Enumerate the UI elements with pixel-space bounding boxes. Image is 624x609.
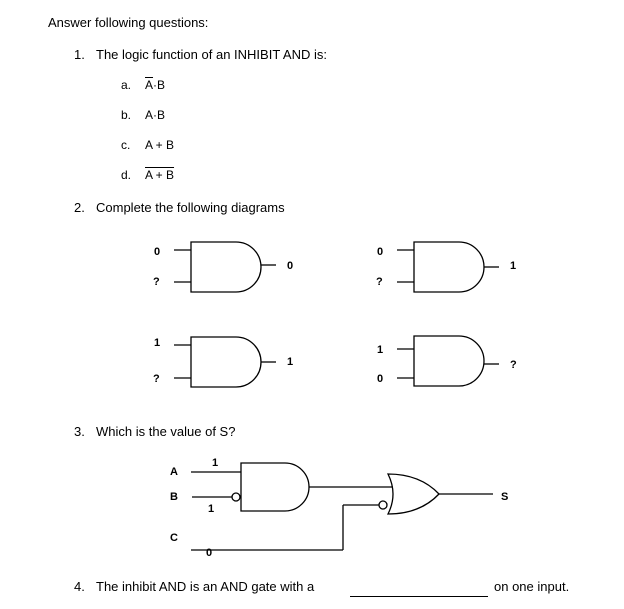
q1-number: 1.	[74, 47, 85, 62]
gate-3-input-1: 1	[154, 337, 161, 349]
q3-or-inverter-bubble	[379, 501, 387, 509]
q3-and-inverter-bubble	[232, 493, 240, 501]
q3-value-a: 1	[212, 457, 219, 469]
q1-option-b: A·B	[145, 108, 166, 122]
gate-2-output: 1	[510, 260, 517, 272]
gate-2-input-2: ?	[376, 276, 383, 288]
q4-number: 4.	[74, 579, 85, 594]
q1-option-a-rest: ·B	[153, 78, 166, 92]
q3-text: Which is the value of S?	[96, 424, 236, 439]
gate-3-input-2: ?	[153, 373, 160, 385]
gate-2-and-symbol	[397, 242, 499, 292]
q3-label-a: A	[170, 466, 178, 478]
q3-label-s: S	[501, 491, 509, 503]
q4-text-after: on one input.	[494, 579, 570, 594]
q2-text: Complete the following diagrams	[96, 200, 285, 215]
page-header: Answer following questions:	[48, 15, 209, 30]
gate-1-output: 0	[287, 260, 294, 272]
q1-option-a-letter: a.	[121, 78, 132, 92]
q1-option-b-letter: b.	[121, 108, 132, 122]
q3-number: 3.	[74, 424, 85, 439]
gate-3-and-symbol	[174, 337, 276, 387]
q3-label-b: B	[170, 491, 178, 503]
q3-value-b: 1	[208, 503, 215, 515]
gate-4-output: ?	[510, 359, 517, 371]
q3-or-gate	[388, 474, 439, 514]
q1-text: The logic function of an INHIBIT AND is:	[96, 47, 327, 62]
gate-1-input-1: 0	[154, 246, 161, 258]
q1-option-d-bar: A + B	[145, 168, 175, 182]
gate-4-input-2: 0	[377, 373, 384, 385]
gate-3-output: 1	[287, 356, 294, 368]
gate-4-input-1: 1	[377, 344, 384, 356]
gate-4-and-symbol	[397, 336, 499, 386]
gate-1-input-2: ?	[153, 276, 160, 288]
gate-1-and-symbol	[174, 242, 276, 292]
q1-option-d-letter: d.	[121, 168, 132, 182]
q1-option-c-letter: c.	[121, 138, 131, 152]
q3-label-c: C	[170, 532, 178, 544]
q1-option-c: A + B	[145, 138, 175, 152]
q1-option-a-bar: $\overline{A}$	[145, 78, 154, 92]
q3-and-gate	[241, 463, 309, 511]
q3-circuit	[191, 463, 493, 550]
q3-value-c: 0	[206, 547, 213, 559]
gate-2-input-1: 0	[377, 246, 384, 258]
q2-number: 2.	[74, 200, 85, 215]
q4-text-before: The inhibit AND is an AND gate with a	[96, 579, 315, 594]
